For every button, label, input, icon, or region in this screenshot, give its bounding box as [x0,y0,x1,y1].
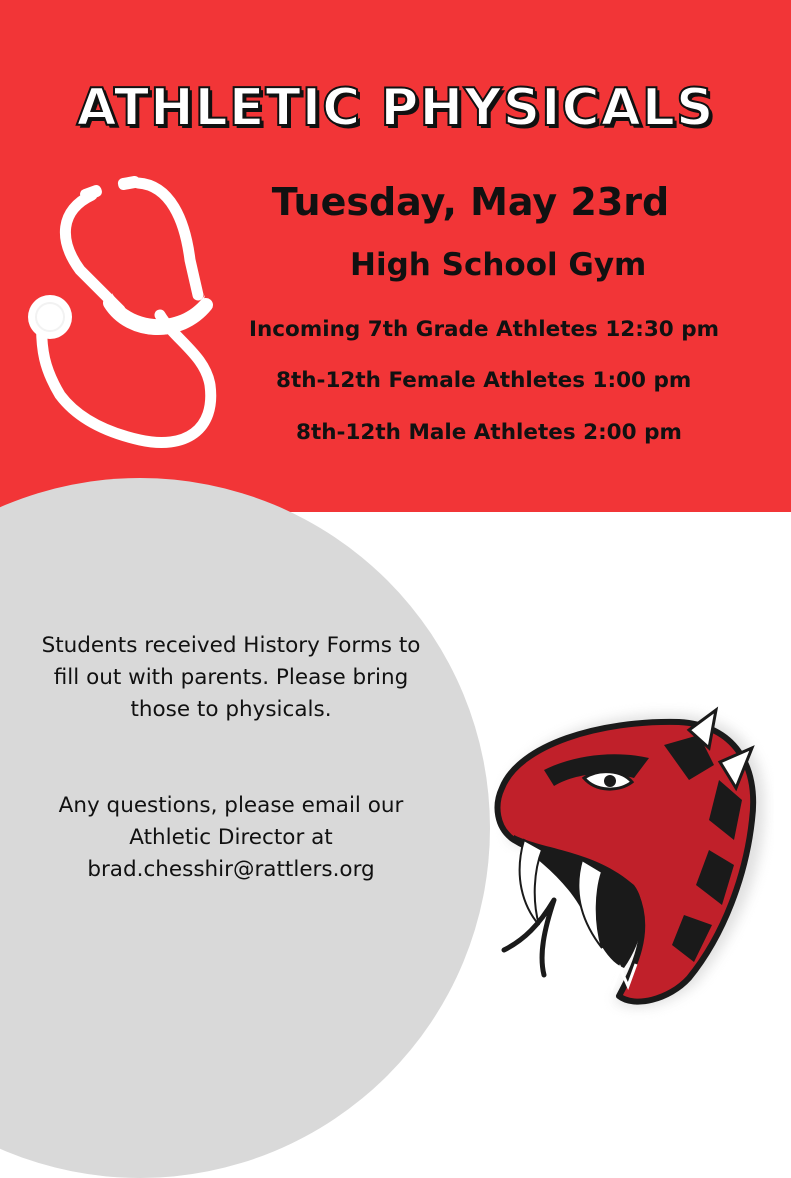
contact-line: Athletic Director at [129,825,333,850]
contact-note [0,790,462,886]
event-location: High School Gym [350,247,647,283]
forms-line: Students received History Forms to [41,633,421,658]
rattlesnake-mascot-icon [484,700,774,1020]
contact-email: brad.chesshir@rattlers.org [87,857,375,882]
event-date: Tuesday, May 23rd [271,180,670,224]
forms-line: fill out with parents. Please bring [53,665,409,690]
history-forms-note [0,630,462,726]
forms-line: those to physicals. [130,697,332,722]
schedule-item-7th-grade: Incoming 7th Grade Athletes 12:30 pm [249,317,720,342]
contact-line: Any questions, please email our [58,793,404,818]
schedule-item-female: 8th-12th Female Athletes 1:00 pm [276,368,692,393]
schedule-item-male: 8th-12th Male Athletes 2:00 pm [296,420,682,445]
stethoscope-icon [20,165,230,460]
flyer-title: ATHLETIC PHYSICALS [76,78,715,138]
